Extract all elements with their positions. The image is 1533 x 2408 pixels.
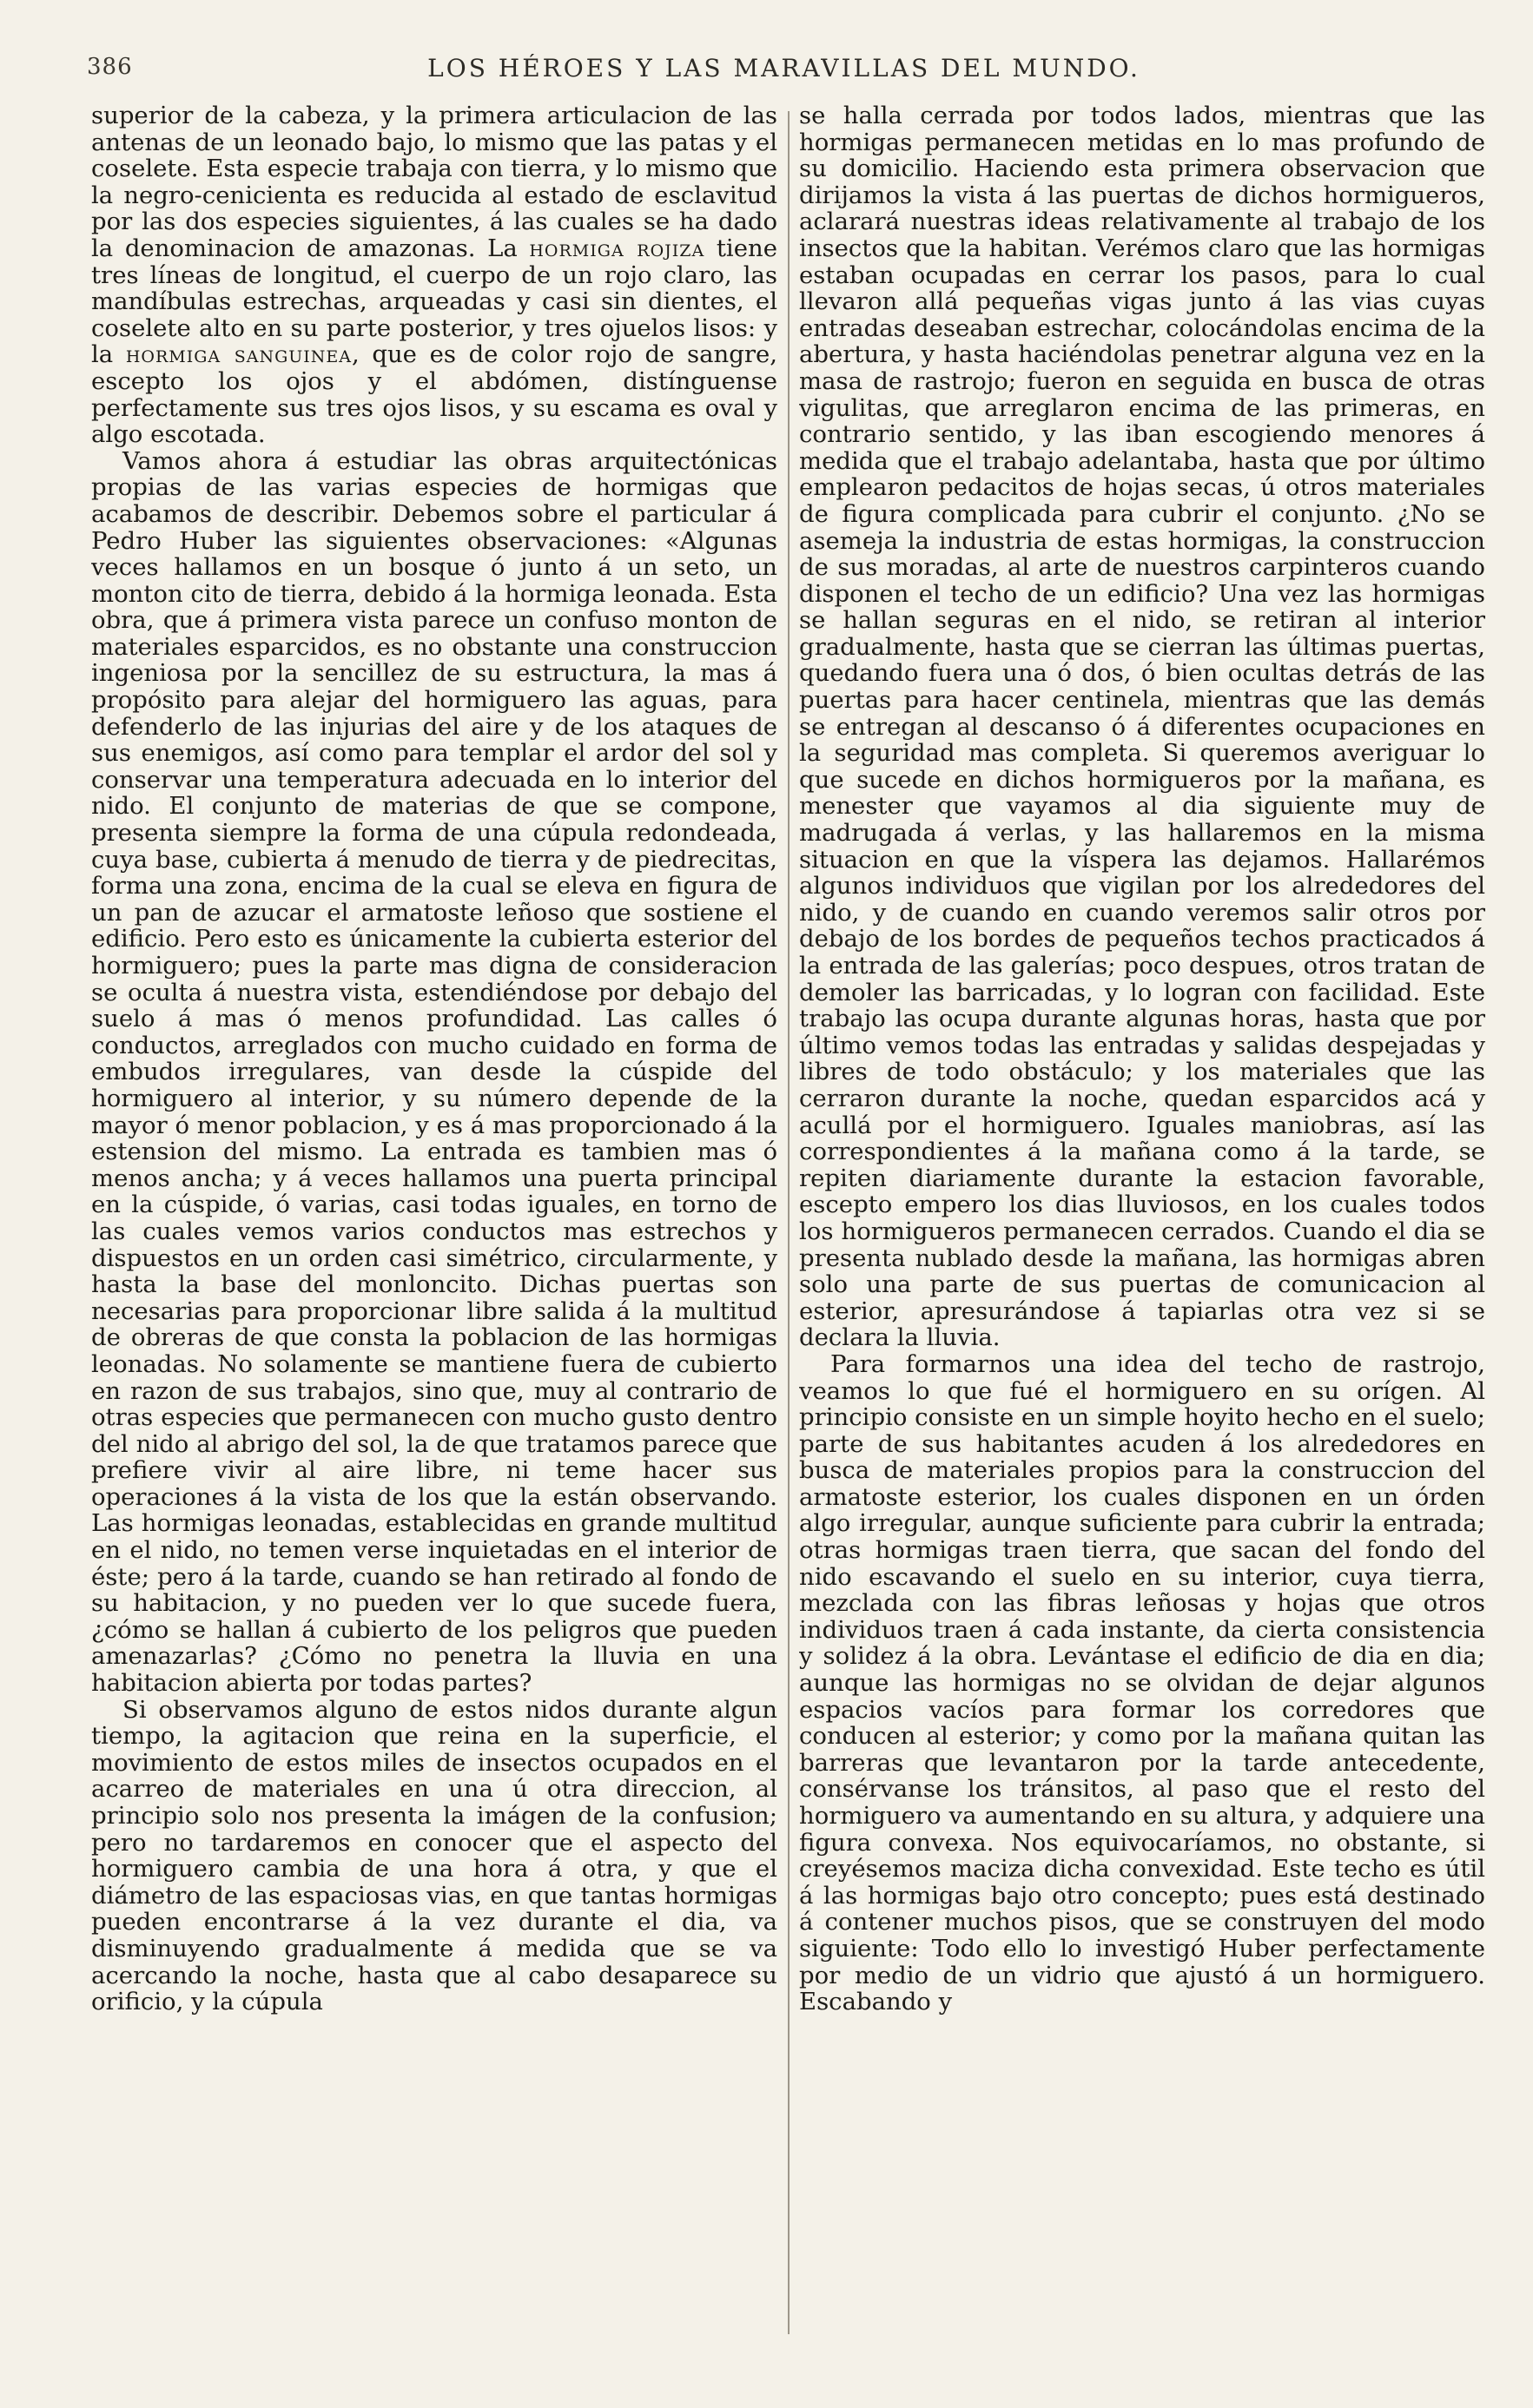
right-column [799,102,1485,2343]
text-columns [91,102,1485,2343]
left-paragraph-3: Si observamos alguno de estos nidos durante algun tiempo, la agitacion que reina en la superficie, el movimiento de estos miles de insectos ocupados en el acarreo de materiales en una ú otra direccion, al principio solo nos presenta la imágen de la confusion; pero no tardaremos en conocer que el aspecto del hormiguero cambia de una hora á otra, y que el diámetro de las espaciosas vias, en que tantas hormigas pueden encontrarse á la vez durante el dia, va disminuyendo gradualmente á medida que se va acercando la noche, hasta que al cabo desaparece su orificio, y la cúpula [91,1695,777,2016]
page-header [87,54,1481,89]
left-p1-text-b: tiene tres líneas de longitud, el cuerpo de un rojo claro, las mandíbulas estrechas, arqueadas y casi sin dientes, el coselete alto en su parte posterior, y tres ojuelos lisos: y la [91,234,777,369]
right-paragraph-2: Para formarnos una idea del techo de rastrojo, veamos lo que fué el hormiguero en su orígen. Al principio consiste en un simple hoyito hecho en el suelo; parte de sus habitantes acuden á los alrededores en busca de materiales propios para la construccion del armatoste esterior, los cuales disponen en un órden algo irregular, aunque suficiente para cubrir la entrada; otras hormigas traen tierra, que sacan del fondo del nido escavando el suelo en su interior, cuya tierra, mezclada con las fibras leñosas y hojas que otros individuos traen á cada instante, da cierta consistencia y solidez á la obra. Levántase el edificio de dia en dia; aunque las hormigas no se olvidan de dejar algunos espacios vacíos para formar los corredores que conducen al esterior; y como por la mañana quitan las barreras que levantaron por la tarde antecedente, consérvanse los tránsitos, al paso que el resto del hormiguero va aumentando en su altura, y adquiere una figura convexa. Nos equivocaríamos, no obstante, si creyésemos maciza dicha convexidad. Este techo es útil á las hormigas bajo otro concepto; pues está destinado á contener muchos pisos, que se construyen del modo siguiente: Todo ello lo investigó Huber perfectamente por medio de un vidrio que ajustó á un hormiguero. Escabando y [799,1349,1485,2016]
left-paragraph-1 [91,102,777,448]
running-title: LOS HÉROES Y LAS MARAVILLAS DEL MUNDO. [427,54,1140,82]
left-column [91,102,777,2343]
left-p1-text-c: , que es de color rojo de sangre, escepto los ojos y el abdómen, distínguense perfectamente sus tres ojos lisos, y su escama es oval y algo escotada. [91,340,777,449]
term-hormiga-sanguinea: hormiga sanguinea [125,340,353,369]
right-paragraph-1: se halla cerrada por todos lados, mientras que las hormigas permanecen metidas en lo mas profundo de su domicilio. Haciendo esta primera observacion que dirijamos la vista á las puertas de dichos hormigueros, aclarará nuestras ideas relativamente al trabajo de los insectos que la habitan. Verémos claro que las hormigas estaban ocupadas en cerrar los pasos, para lo cual llevaron allá pequeñas vigas junto á las vias cuyas entradas deseaban estrechar, colocándolas encima de la abertura, y hasta haciéndolas penetrar alguna vez en la masa de rastrojo; fueron en seguida en busca de otras vigulitas, que arreglaron encima de las primeras, en contrario sentido, y las iban escogiendo menores á medida que el trabajo adelantaba, hasta que por último emplearon pedacitos de hojas secas, ú otros materiales de figura complicada para cubrir el conjunto. ¿No se asemeja la industria de estas hormigas, la construccion de sus moradas, al arte de nuestros carpinteros cuando disponen el techo de un edificio? Una vez las hormigas se hallan seguras en el nido, se retiran al interior gradualmente, hasta que se cierran las últimas puertas, quedando fuera una ó dos, ó bien ocultas detrás de las puertas para hacer centinela, mientras que las demás se entregan al descanso ó á diferentes ocupaciones en la seguridad mas completa. Si queremos averiguar lo que sucede en dichos hormigueros por la mañana, es menester que vayamos al dia siguiente muy de madrugada á verlas, y las hallaremos en la misma situacion en que la víspera las dejamos. Hallarémos algunos individuos que vigilan por los alrededores del nido, y de cuando en cuando veremos salir otros por debajo de los bordes de pequeños techos practicados á la entrada de las galerías; poco despues, otros tratan de demoler las barricadas, y lo logran con facilidad. Este trabajo las ocupa durante algunas horas, hasta que por último vemos todas las entradas y salidas despejadas y libres de todo obstáculo; y los materiales que las cerraron durante la noche, quedan esparcidos acá y acullá por el hormiguero. Iguales maniobras, así las correspondientes á la mañana como á la tarde, se repiten diariamente durante la estacion favorable, escepto empero los dias lluviosos, en los cuales todos los hormigueros permanecen cerrados. Cuando el dia se presenta nublado desde la mañana, las hormigas abren solo una parte de sus puertas de comunicacion al esterior, apresurándose á tapiarlas otra vez si se declara la lluvia. [799,102,1485,1352]
column-divider [788,111,790,2334]
term-hormiga-rojiza: hormiga rojiza [529,234,705,262]
left-p1-text-a: superior de la cabeza, y la primera articulacion de las antenas de un leonado bajo, lo mismo que las patas y el coselete. Esta especie trabaja con tierra, y lo mismo que la negro-cenicienta es reducida al estado de esclavitud por las dos especies siguientes, á las cuales se ha dado la denominacion de amazonas. La [91,102,777,262]
left-paragraph-2: Vamos ahora á estudiar las obras arquitectónicas propias de las varias especies de hormigas que acabamos de describir. Debemos sobre el particular á Pedro Huber las siguientes observaciones: «Algunas veces hallamos en un bosque ó junto á un seto, un monton cito de tierra, debido á la hormiga leonada. Esta obra, que á primera vista parece un confuso monton de materiales esparcidos, es no obstante una construccion ingeniosa por la sencillez de su estructura, la mas á propósito para alejar del hormiguero las aguas, para defenderlo de las injurias del aire y de los ataques de sus enemigos, así como para templar el ardor del sol y conservar una temperatura adecuada en lo interior del nido. El conjunto de materias de que se compone, presenta siempre la forma de una cúpula redondeada, cuya base, cubierta á menudo de tierra y de piedrecitas, forma una zona, encima de la cual se eleva en figura de un pan de azucar el armatoste leñoso que sostiene el edificio. Pero esto es únicamente la cubierta esterior del hormiguero; pues la parte mas digna de consideracion se oculta á nuestra vista, estendiéndose por debajo del suelo á mas ó menos profundidad. Las calles ó conductos, arreglados con mucho cuidado en forma de embudos irregulares, van desde la cúspide del hormiguero al interior, y su número depende de la mayor ó menor poblacion, y es á mas proporcionado á la estension del mismo. La entrada es tambien mas ó menos ancha; y á veces hallamos una puerta principal en la cúspide, ó varias, casi todas iguales, en torno de las cuales vemos varios conductos mas estrechos y dispuestos en un orden casi simétrico, circularmente, y hasta la base del monloncito. Dichas puertas son necesarias para proporcionar libre salida á la multitud de obreras de que consta la poblacion de las hormigas leonadas. No solamente se mantiene fuera de cubierto en razon de sus trabajos, sino que, muy al contrario de otras especies que permanecen con mucho gusto dentro del nido al abrigo del sol, la de que tratamos parece que prefiere vivir al aire libre, ni teme hacer sus operaciones á la vista de los que la están observando. Las hormigas leonadas, establecidas en grande multitud en el nido, no temen verse inquietadas en el interior de éste; pero á la tarde, cuando se han retirado al fondo de su habitacion, y no pueden ver lo que sucede fuera, ¿cómo se hallan á cubierto de los peligros que pueden amenazarlas? ¿Cómo no penetra la lluvia en una habitacion abierta por todas partes? [91,446,777,1698]
page-number: 386 [87,54,133,80]
